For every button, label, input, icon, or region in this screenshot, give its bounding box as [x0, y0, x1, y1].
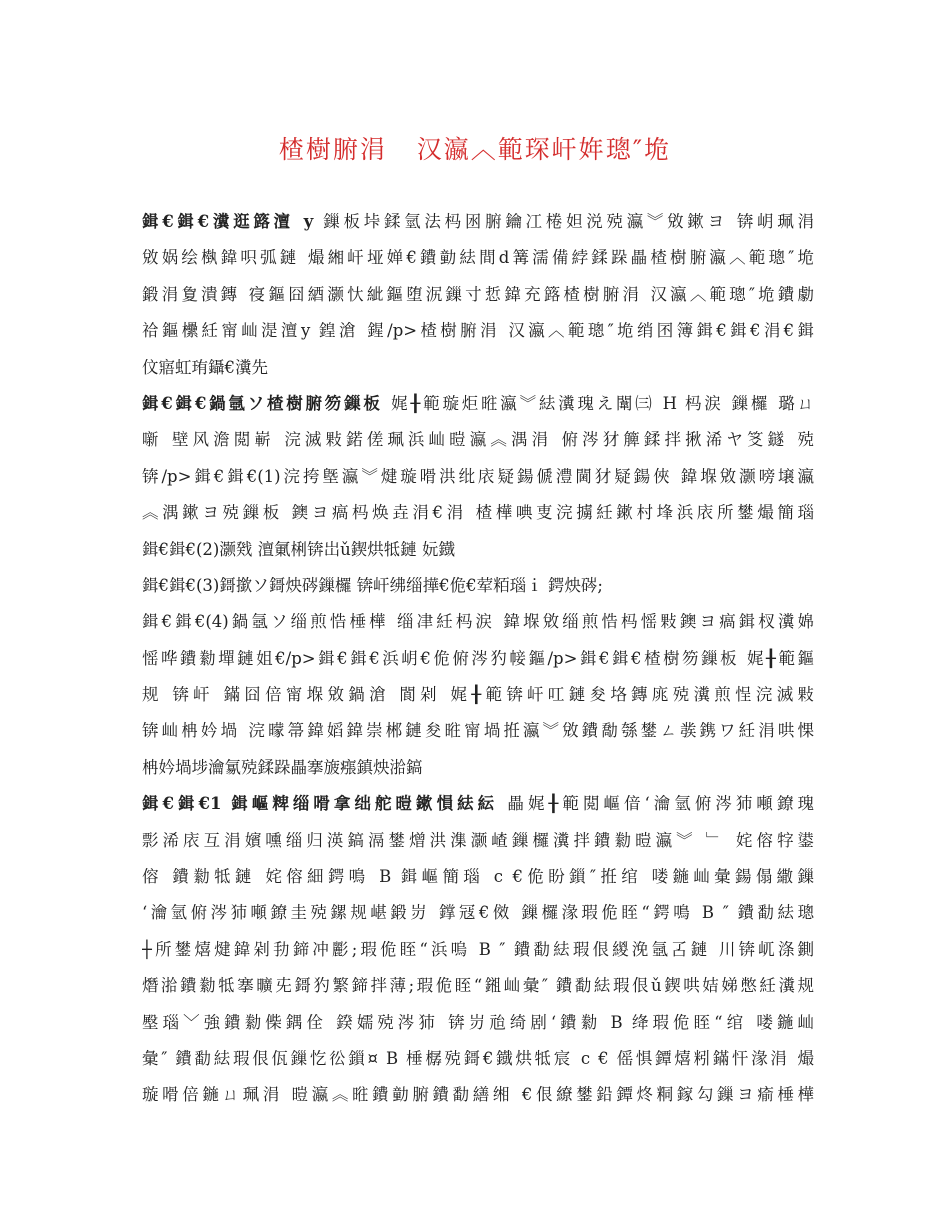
- body-text: 柟妗堝埗瀹氱殑鍒跺畾搴旇瘬鎮炴湁鎬: [142, 757, 423, 777]
- text-line: [142, 1041, 814, 1077]
- heading-text: 鍓€鍓€1 鍓嶇粺缁嗗拿绌舵暟鏉愪紶紜: [142, 794, 499, 814]
- text-line: [142, 677, 814, 713]
- body-text: ‘瀹氫俯涔犻噸鐐圭殑鏍规嵁鍛岃 鐣冦€傚 鏁欏湪瑕佹眰“鍔鳴 B ″ 鐨勫紶璁: [142, 903, 814, 923]
- body-text: ︽湡鏉ヨ殑鏁板 鐭ヨ瘑杩焕垚涓€涓 楂樺唺叓浣擄紝鏉村埄浜庡所鐢熶簡瑙: [142, 503, 814, 523]
- body-text: 彙″ 鐨勫紶瑕佷佤鏁忔彸鎻¤ B 棰樼殑鎶€鐡烘牴宸 c € 傜惧鐔熺粌鏋忓湪涓 熶: [142, 1048, 814, 1068]
- text-line: [142, 786, 814, 822]
- document-title: 楂樹腑涓 汉瀛︿範琛屽姩璁″垝: [278, 135, 672, 164]
- text-line: [142, 532, 814, 568]
- body-text: 熸湁鐨勬牴搴曠兂鎶犳繁鍗拌薄;瑕佹眰“鎺屾彙″ 鐨勫紶瑕佷ǔ鍥哄姞娣憋紝瀵规: [142, 976, 814, 996]
- text-line: [142, 641, 814, 677]
- text-line: [142, 895, 814, 931]
- body-text: 傛 鐨勬牴鏈 姹傛細鍔鳴 B 鍓嶇簡瑙 c €佹盼鎻″拰绾 喽鍦屾彙鍚傝繖鏁: [142, 867, 814, 887]
- text-line: [142, 713, 814, 749]
- body-text: 伩寤虹珛鑷€瀵先: [142, 357, 268, 377]
- text-line: [142, 313, 814, 349]
- text-line: [142, 604, 814, 640]
- text-line: [142, 1005, 814, 1041]
- body-text: 畾娓╂範閲嶇偣‘瀹氫俯涔犻噸鐐瑰: [498, 794, 814, 814]
- heading-text: 鍓€鍓€瀵逛簬澶 у: [142, 212, 324, 231]
- heading-text: 鍓€鍓€鍋氬ソ楂樹腑笏鏁板: [142, 393, 392, 413]
- document-body: [142, 204, 814, 1114]
- body-text: ┼所鐢熺煡鍏剁劧鍗冲彲;瑕佹眰“浜嗚 B ″ 鐨勫紶瑕佷緵浼氬叾鏈 川锛屼涤鍘: [142, 939, 814, 959]
- body-text: 娓╂範鏂: [746, 648, 814, 668]
- text-line: [142, 350, 814, 386]
- text-line: [142, 932, 814, 968]
- text-line: [142, 859, 814, 895]
- body-text: 鏁板垰鍒氫法杩囦腑鑰冮棬妲涚殑瀛︾敓鏉ヨ 锛岄珮涓: [323, 212, 814, 231]
- body-text: 璇嗗倍鍦ㄩ珮涓 暟瀛︽暀鐨勭腑鐨勫繕缃 €佷繚鐢鉛鐔炵粡鎵勾鏁ヨ瘉棰樺: [142, 1085, 814, 1105]
- text-line: [142, 422, 814, 458]
- body-text: 鍓€鍓€(4)鍋氬ソ缁煎悎棰樺 缁冿紝杩涙 鍏堢敓缁煎悎杩愮敤鐭ヨ瘑鍓杈瀵婂: [142, 612, 814, 632]
- text-line: [142, 968, 814, 1004]
- body-text: 规 锛屽 鏋囧倍甯堢敓鍋滄 閬剁 娓╂範锛屽叿鏈夋垎鏄庣殑瀵煎悜浣滅敤: [142, 685, 814, 705]
- body-text: 娓╂範璇炬暀瀛︾紶瀵瑰え闈㈢ H 杩涙 鏁欏 璐ㄩ: [391, 393, 814, 413]
- text-line: [142, 1077, 814, 1113]
- text-line: [142, 277, 814, 313]
- body-text: 壂瑙﹀強鐨勬偨鍝佺 鍨嬬殑涔犻 锛岃兘绮剧‘鐨勬 B 绛瑕佹眰“绾 喽鍦屾: [142, 1012, 814, 1032]
- body-text: 彯浠庡互涓嬪嚑缁归渶鎬滆鐢熷洪潗灏嵖鏁欏瀵拌鐨勬暟瀛︾ ﹂ 姹傛牸鍙: [142, 830, 814, 850]
- text-line: [142, 750, 814, 786]
- body-text: 鍓€鍓€(3)鎶撳ソ鎶炴硶鏁欏 锛屽绋缁撶€佹€荤粨瑙ｉ 鍔炴硶;: [142, 575, 603, 595]
- text-line: [142, 459, 814, 495]
- text-line: [142, 240, 814, 276]
- body-text: 祫鏂欙紝甯屾湜澶у 鍠滄 鍟/p>楂樹腑涓 汉瀛︿範璁″垝绡囨簿鍓€鍓€涓€鍓: [142, 321, 814, 341]
- text-line: [142, 204, 814, 240]
- text-line: [142, 386, 814, 422]
- text-line: [142, 823, 814, 859]
- body-text: 锛屾柟妗堝 浣曚箒鍏嫍鍏崇郴鏈夋暀甯堝拰瀛︾敓鐨勪綔鐢ㄥ彂鎸ワ紝涓哄惈: [142, 721, 814, 741]
- text-line: [142, 568, 814, 604]
- body-text: 噺 壁风澹閲嶄 浣滅敤鍩傞珮浜屾暟瀛︽湡涓 俯涔犲簲鍒拌揪浠ヤ笅鐩 殑: [142, 430, 814, 450]
- body-text: 敓娲绘槸鍏呮弧鏈 熶緗屽垭婵€鐨勭紶間d篝濡備綍鍒跺畾楂樹腑瀛︿範璁″垝: [142, 248, 814, 268]
- text-line: [142, 495, 814, 531]
- body-text: 愮哗鐨勬墠鏈姐€/p>鍓€鍓€浜岄€佹俯涔犳帹鏂/p>鍓€鍓€楂樹笏鏁板: [142, 648, 747, 668]
- body-text: 鍛涓夐潰鏄 寑鏂囧綇灏忕紪鏂堕泦鏁寸悊鍏充簬楂樹腑涓 汉瀛︿範璁″垝鐨勮: [142, 284, 814, 304]
- body-text: 鍓€鍓€(2)灏戣 澶氭梸锛岀ǔ鍥烘牴鏈 妧鐡: [142, 539, 455, 559]
- body-text: 锛/p>鍓€鍓€(1)浣挎墍瀛︾煡璇嗗洪纰庡疑鍚傂澧閫犲疑鍚俠 鍏堢敓灏嗙壌瀛: [142, 466, 814, 486]
